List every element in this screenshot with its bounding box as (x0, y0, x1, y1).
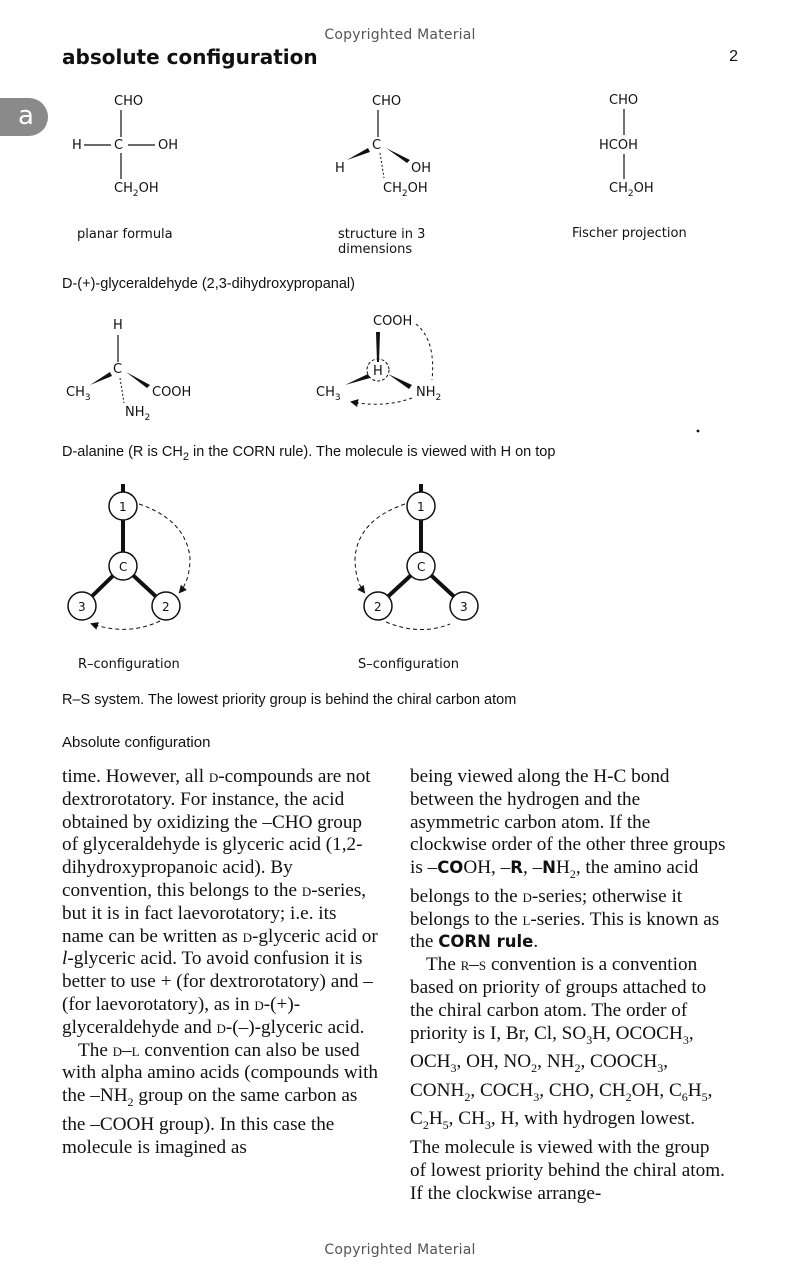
r-node-c: C (119, 560, 128, 574)
alanine-left-top: H (113, 318, 123, 333)
3d-label-line2: dimensions (338, 242, 413, 257)
figure-title: Absolute configuration (62, 734, 211, 751)
planar-left: H (72, 138, 82, 153)
planar-label: planar formula (77, 227, 173, 242)
r-node-1: 1 (119, 500, 127, 514)
body-column-left (62, 766, 380, 1159)
3d-bottom: $CH_2OH$ (383, 181, 428, 199)
s-node-c: C (417, 560, 426, 574)
r-node-2: 2 (162, 600, 170, 614)
r-configuration-diagram (68, 484, 190, 672)
planar-right: OH (158, 138, 179, 153)
alanine-left-cooh: COOH (152, 385, 192, 400)
alanine-caption: D-alanine (R is $CH_2$ in the CORN rule). The molecule is viewed with H on top (62, 444, 556, 463)
glyceraldehyde-caption: D-(+)-glyceraldehyde (2,3-dihydroxypropanal) (62, 276, 355, 292)
alanine-left-ch3: $CH_3$ (66, 385, 91, 403)
alanine-right-nh2: $NH_2$ (416, 385, 442, 403)
fischer-bottom: $CH_2OH$ (609, 181, 654, 199)
planar-center: C (114, 138, 124, 153)
alanine-right-structure (316, 314, 441, 404)
alanine-right-h: H (373, 364, 383, 379)
alanine-right-cooh: COOH (373, 314, 413, 329)
paragraph: being viewed along the H-C bond between the hydrogen and the asymmetric carbon atom. If the clockwise order of the other three groups is –COOH, –R, $-NH_2$, the amino acid belongs to the d-series; otherwise it belongs to the l-series. This is known as the CORN rule. (410, 766, 726, 953)
rs-caption: R–S system. The lowest priority group is behind the chiral carbon atom (62, 692, 517, 708)
fischer-middle: HCOH (599, 138, 638, 153)
section-tab: a (0, 98, 48, 136)
3d-left: H (335, 161, 345, 176)
glyceraldehyde-fischer-projection (572, 93, 687, 241)
alanine-left-structure (66, 318, 191, 423)
glyceraldehyde-3d-structure (335, 94, 431, 257)
copyright-bottom: Copyrighted Material (324, 1242, 476, 1258)
r-node-3: 3 (78, 600, 86, 614)
s-configuration-diagram (355, 484, 478, 672)
page-number: 2 (729, 48, 738, 65)
3d-center: C (372, 138, 382, 153)
3d-label-line1: structure in 3 (338, 227, 426, 242)
paragraph: The d–l convention can also be used with alpha amino acids (compounds with the $-NH_2$ group on the same carbon as the –COOH group). In this case the molecule is imagined as (62, 1039, 379, 1158)
figure-absolute-configuration (0, 80, 800, 720)
r-label: R–configuration (78, 657, 180, 672)
paragraph: time. However, all d-compounds are not dextrorotatory. For instance, the acid obtained by oxidizing the –CHO group of glyceraldehyde is glyceric acid (1,2-dihydroxypropanoic acid). By convention, this belongs to the d-series, but it is in fact laevorotatory; i.e. its name can be written as d-glyceric acid or l-glyceric acid. To avoid confusion it is better to use + (for dextrorotatory) and – (for laevorotatory), as in d-(+)-glyceraldehyde and d-(–)-glyceric acid. (62, 766, 378, 1038)
s-node-2: 2 (374, 600, 382, 614)
fischer-label: Fischer projection (572, 226, 687, 241)
3d-top: CHO (372, 94, 402, 109)
planar-bottom: $CH_2OH$ (114, 181, 159, 199)
s-node-1: 1 (417, 500, 425, 514)
copyright-top: Copyrighted Material (324, 27, 476, 43)
3d-right: OH (411, 161, 432, 176)
glyceraldehyde-planar-formula (72, 94, 178, 242)
alanine-left-center: C (113, 362, 123, 377)
planar-top: CHO (114, 94, 144, 109)
body-column-right (410, 766, 728, 1205)
alanine-right-ch3: $CH_3$ (316, 385, 341, 403)
fischer-top: CHO (609, 93, 639, 108)
headword: absolute configuration (62, 45, 318, 69)
alanine-left-nh2: $NH_2$ (125, 405, 151, 423)
s-node-3: 3 (460, 600, 468, 614)
s-label: S–configuration (358, 657, 459, 672)
paragraph: The r–s convention is a convention based on priority of groups attached to the chiral carbon atom. The order of priority is I, Br, Cl, $SO_3H$, $OCOCH_3$, $OCH_3$, OH, $NO_2$, $NH_2$, $COOCH_3$, $CONH_2$, $COCH_3$, CHO, $CH_2OH$, $C_6H_5$, $C_2H_5$, $CH_3$, H, with hydrogen lowest. The molecule is viewed with the group of lowest priority behind the chiral atom. If the clockwise arrange- (410, 954, 725, 1204)
